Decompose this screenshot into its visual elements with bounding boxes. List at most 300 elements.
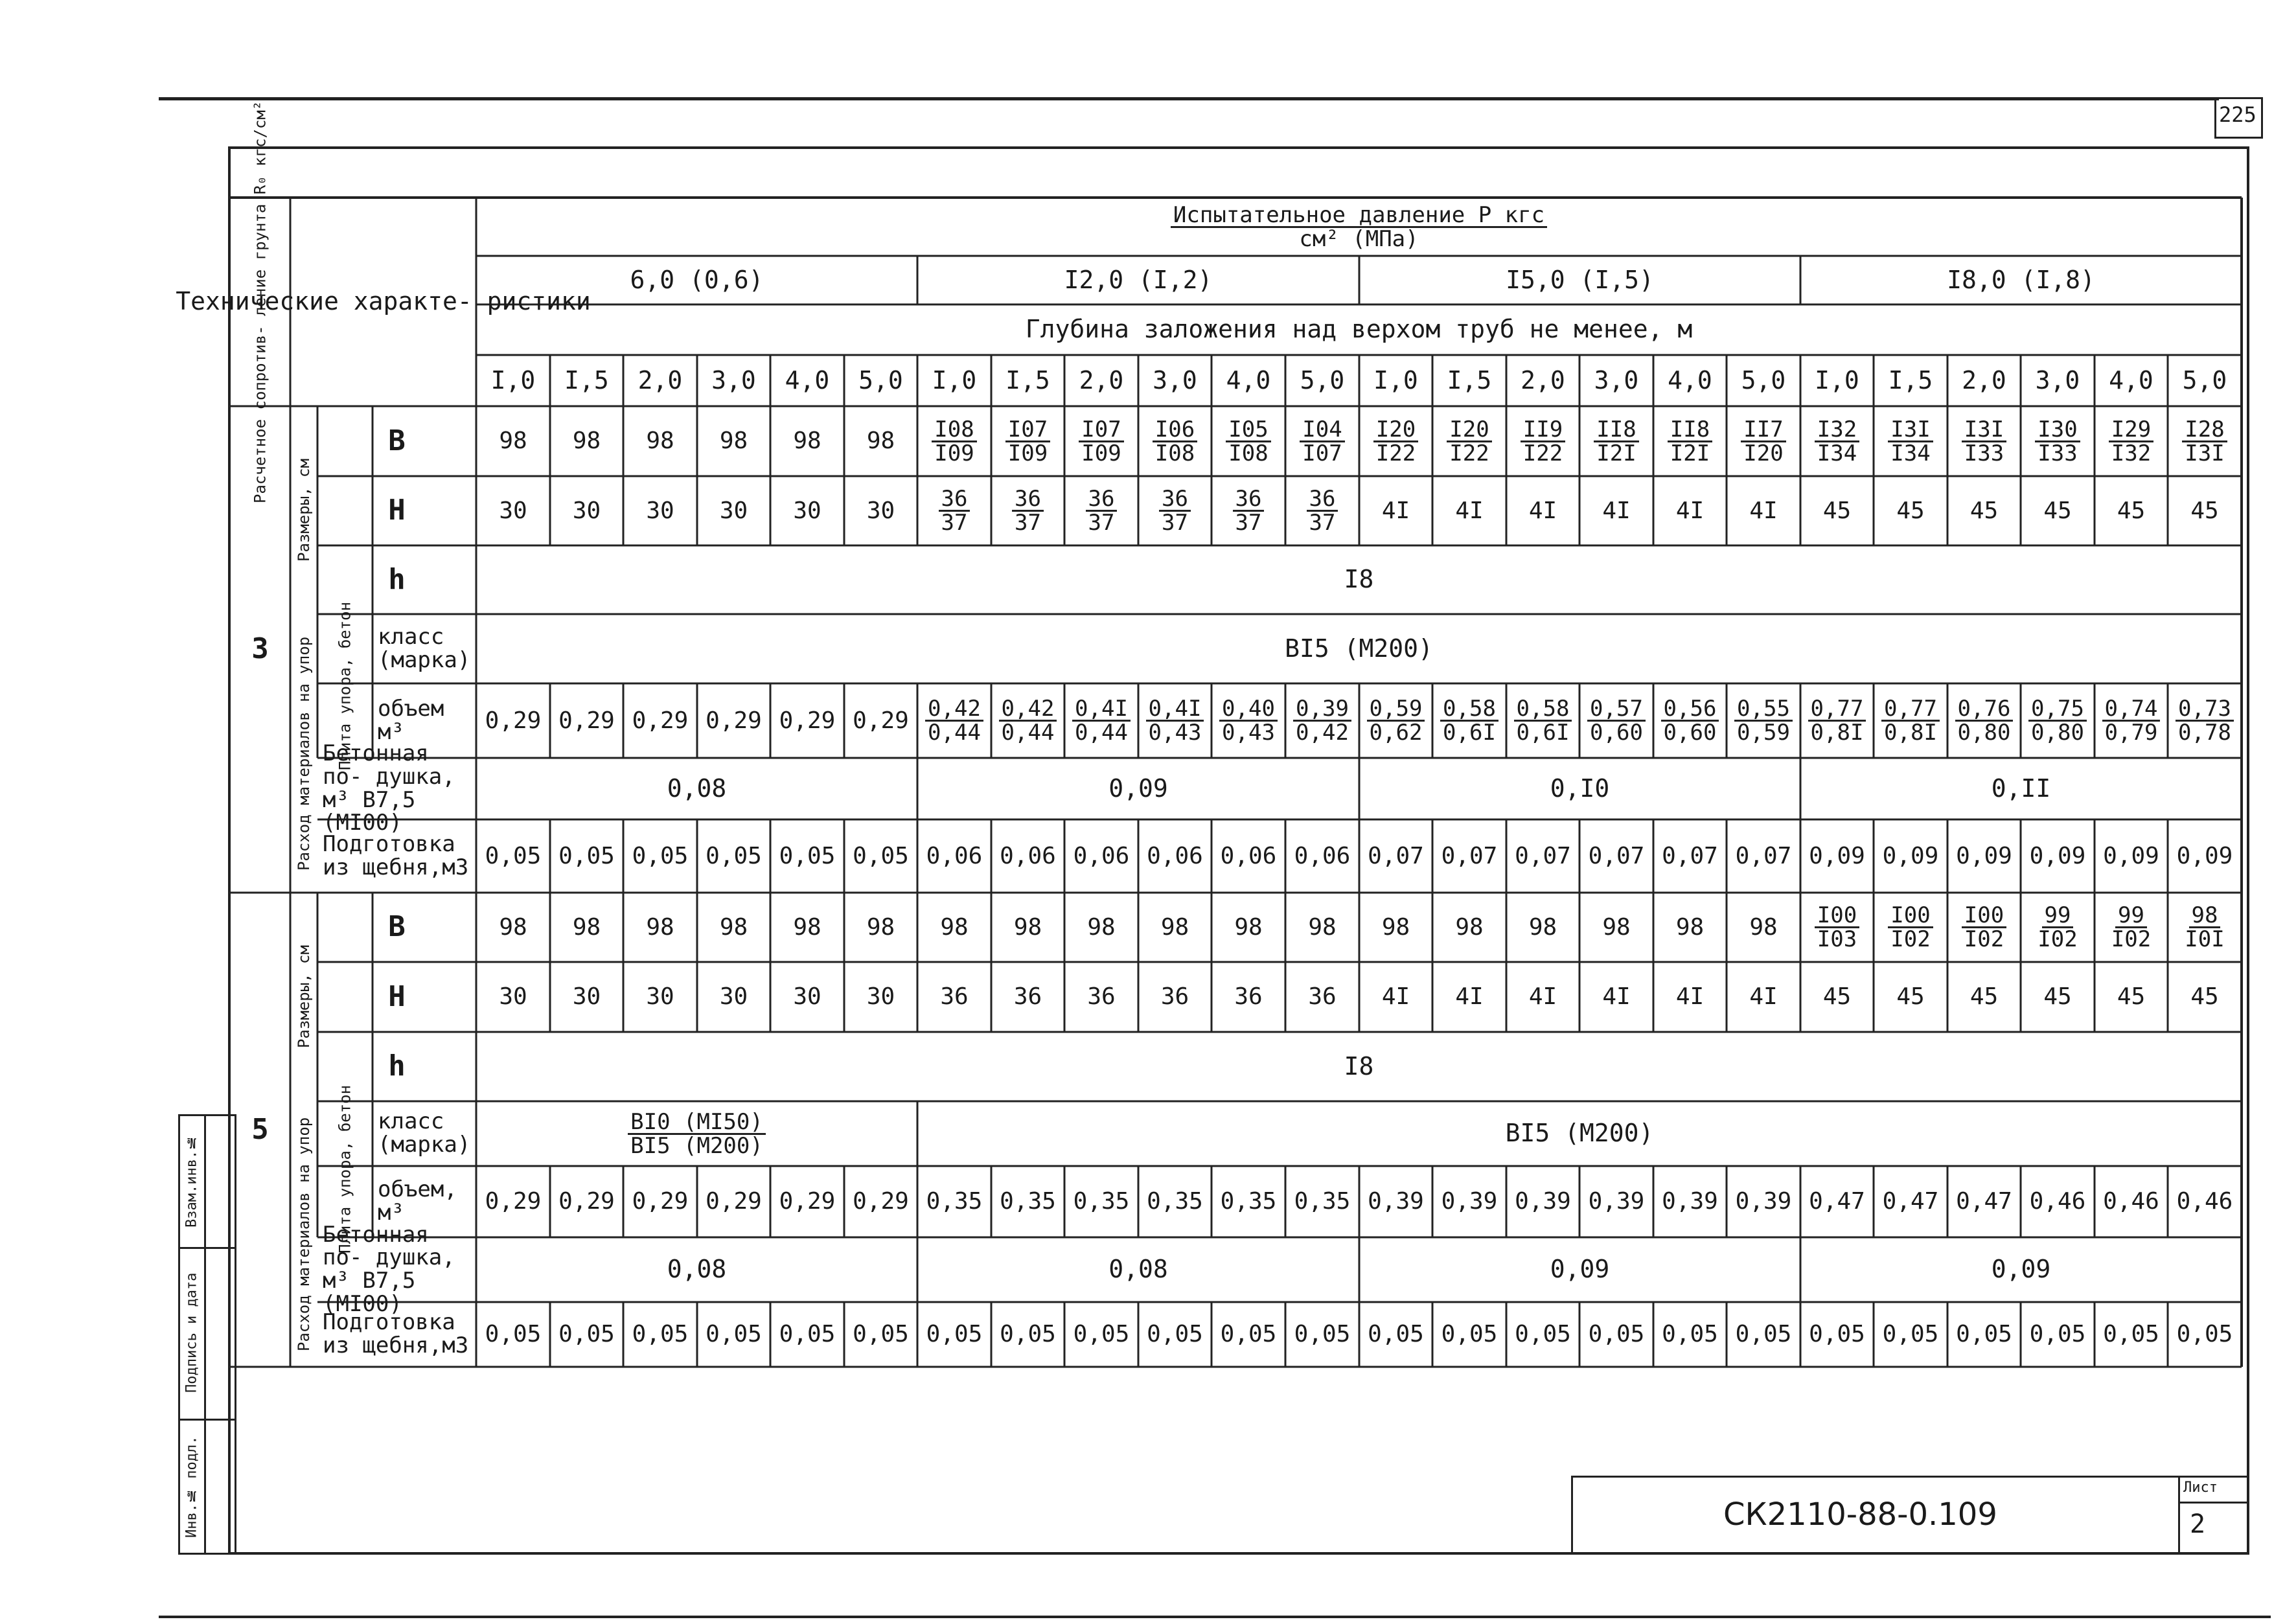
b-value (1947, 406, 2021, 476)
concrete-pad-value: 0,09 (1108, 773, 1168, 803)
row-label-gravel: Подготовка из щебня,м3 (323, 830, 469, 880)
h-value: 36 (1160, 983, 1189, 1011)
b-value: 98 (719, 428, 748, 455)
depth-value: I,0 (1373, 365, 1418, 395)
gravel-value: 0,05 (485, 1321, 542, 1348)
fraction-value (1815, 904, 1859, 950)
plate-group-label: Плита упора, бетон (336, 601, 354, 771)
sizes-group-label: Размеры, см (295, 945, 313, 1049)
fraction-numerator: Испытательное давление Р кгс (1171, 204, 1547, 228)
b-value: 98 (499, 428, 527, 455)
volume-value: 0,29 (632, 707, 689, 734)
class-option: BI5 (M200) (630, 1132, 763, 1159)
volume-value: 0,39 (1515, 1188, 1571, 1215)
volume-value (2021, 683, 2095, 758)
fraction-denominator: 0,79 (2104, 720, 2158, 746)
b-value (1506, 406, 1579, 476)
gravel-value: 0,06 (1073, 842, 1130, 869)
b-value: 98 (499, 913, 527, 941)
fraction-numerator: II8 (1594, 418, 1638, 442)
gravel-value: 0,05 (926, 1321, 983, 1348)
b-value: 98 (1455, 913, 1484, 941)
fraction-numerator: 0,55 (1734, 698, 1793, 722)
h-value: 45 (1896, 983, 1925, 1011)
b-value: 98 (719, 913, 748, 941)
h-value: 36 (1234, 983, 1263, 1011)
volume-value: 0,39 (1662, 1188, 1718, 1215)
fraction-value (1962, 904, 2006, 950)
gravel-value: 0,05 (1441, 1321, 1498, 1348)
volume-value: 0,46 (2103, 1188, 2159, 1215)
row-label-volume: объем м³ (378, 695, 444, 745)
volume-value: 0,35 (1294, 1188, 1351, 1215)
volume-value: 0,29 (632, 1188, 689, 1215)
volume-value: 0,39 (1735, 1188, 1792, 1215)
document-code: СК2110-88-0.109 (1723, 1496, 1997, 1533)
volume-value: 0,39 (1441, 1188, 1498, 1215)
fraction-value (1293, 698, 1351, 744)
gravel-value: 0,05 (632, 1321, 689, 1348)
b-value (1947, 893, 2021, 962)
fraction-numerator: 0,77 (1881, 698, 1940, 722)
fraction-numerator: I00 (1888, 904, 1933, 928)
h-value: I8 (1344, 1051, 1374, 1081)
row-label-B: B (388, 424, 406, 457)
row-label-h: h (388, 562, 406, 596)
volume-value: 0,29 (779, 1188, 836, 1215)
fraction-value (925, 698, 983, 744)
volume-value: 0,29 (558, 707, 615, 734)
h-value: 36 (940, 983, 969, 1011)
h-value: 45 (2117, 983, 2146, 1011)
b-value: 98 (1087, 913, 1116, 941)
gravel-value: 0,09 (2103, 842, 2159, 869)
fraction-numerator: 36 (1307, 488, 1338, 512)
fraction-denominator: I07 (1302, 440, 1342, 466)
fraction-denominator: 0,60 (1663, 720, 1717, 746)
gravel-value: 0,05 (2029, 1321, 2086, 1348)
gravel-value: 0,07 (1662, 842, 1718, 869)
volume-value (1064, 683, 1138, 758)
fraction-numerator: 0,74 (2102, 698, 2161, 722)
gravel-value: 0,07 (1588, 842, 1645, 869)
h-value (991, 476, 1064, 545)
h-value: I8 (1344, 565, 1374, 594)
h-value: 30 (499, 497, 527, 524)
fraction-value (2111, 904, 2151, 950)
fraction-denominator: I09 (1081, 440, 1121, 466)
b-value (2168, 406, 2242, 476)
gravel-value: 0,05 (779, 842, 836, 869)
fraction-numerator: 0,77 (1808, 698, 1866, 722)
b-value (917, 406, 991, 476)
b-value (1874, 406, 1947, 476)
fraction-numerator: II9 (1521, 418, 1565, 442)
fraction-numerator: 0,75 (2028, 698, 2087, 722)
fraction-numerator: I20 (1373, 418, 1418, 442)
tech-characteristics-header: Технические характе- ристики (176, 287, 591, 316)
b-value (1800, 893, 1874, 962)
fraction-numerator: 0,56 (1661, 698, 1719, 722)
fraction-denominator: 0,43 (1148, 720, 1202, 746)
concrete-pad-value: 0,09 (1991, 1255, 2051, 1284)
gravel-value: 0,05 (1515, 1321, 1571, 1348)
gravel-value: 0,07 (1368, 842, 1424, 869)
fraction-numerator: 99 (2042, 904, 2074, 928)
gravel-value: 0,05 (2176, 1321, 2233, 1348)
fraction-denominator: I08 (1154, 440, 1195, 466)
gravel-value: 0,05 (485, 842, 542, 869)
gravel-value: 0,06 (1220, 842, 1277, 869)
fraction-numerator: II8 (1668, 418, 1712, 442)
fraction-denominator: I02 (2038, 926, 2078, 952)
bottom-rule (159, 1616, 2271, 1618)
b-value (1653, 406, 1727, 476)
h-value (1211, 476, 1285, 545)
row-label-volume: объем, м³ (378, 1176, 457, 1226)
h-value: 30 (646, 497, 674, 524)
fraction-denominator: 0,8I (1810, 720, 1864, 746)
gravel-value: 0,09 (1956, 842, 2012, 869)
h-value (1138, 476, 1211, 545)
gravel-value: 0,05 (1294, 1321, 1351, 1348)
gravel-value: 0,05 (853, 842, 909, 869)
fraction-denominator: 37 (941, 510, 968, 536)
depth-value: I,5 (1888, 365, 1933, 395)
fraction-value (1233, 488, 1265, 534)
sheet-label: Лист (2183, 1480, 2218, 1496)
fraction-numerator: 99 (2115, 904, 2147, 928)
h-value: 4I (1675, 497, 1705, 524)
h-value: 36 (1013, 983, 1042, 1011)
volume-value (1285, 683, 1359, 758)
depth-value: I,0 (932, 365, 977, 395)
fraction-numerator: I07 (1005, 418, 1050, 442)
depth-value: 4,0 (2109, 365, 2153, 395)
b-value: 98 (646, 913, 674, 941)
row-label-class: класс (марка) (378, 623, 471, 673)
volume-value (1653, 683, 1727, 758)
fraction-value (1171, 201, 1547, 252)
concrete-pad-value: 0,08 (1108, 1255, 1168, 1284)
depth-value: 5,0 (858, 365, 903, 395)
h-value: 45 (1822, 983, 1852, 1011)
fraction-numerator: 0,4I (1146, 698, 1204, 722)
fraction-denominator: I2I (1670, 440, 1710, 466)
fraction-denominator: I34 (1890, 440, 1931, 466)
fraction-denominator: 0,42 (1296, 720, 1349, 746)
fraction-denominator: I02 (2111, 926, 2152, 952)
h-value: 4I (1602, 983, 1631, 1011)
volume-value (1138, 683, 1211, 758)
sheet-number: 2 (2190, 1509, 2206, 1539)
materials-group-label: Расход материалов на упор (295, 636, 313, 871)
b-value: 98 (646, 428, 674, 455)
h-value: 4I (1455, 983, 1484, 1011)
fraction-denominator: 37 (1309, 510, 1336, 536)
fraction-denominator: 0,80 (1957, 720, 2011, 746)
concrete-class-value: BI5 (M200) (1285, 634, 1433, 663)
gravel-value: 0,05 (853, 1321, 909, 1348)
fraction-numerator: I00 (1815, 904, 1859, 928)
fraction-value (1808, 698, 1866, 744)
h-value: 36 (1308, 983, 1337, 1011)
concrete-pad-value: 0,08 (667, 1255, 727, 1284)
volume-value: 0,47 (1809, 1188, 1865, 1215)
fraction-value (1955, 698, 2014, 744)
gravel-value: 0,05 (1662, 1321, 1718, 1348)
h-value: 30 (572, 497, 601, 524)
h-value: 30 (866, 983, 895, 1011)
fraction-numerator: 0,76 (1955, 698, 2014, 722)
h-value: 4I (1455, 497, 1484, 524)
b-value: 98 (572, 913, 601, 941)
top-rule (159, 97, 2219, 100)
fraction-denominator: I22 (1449, 440, 1489, 466)
gravel-value: 0,07 (1515, 842, 1571, 869)
fraction-value (2185, 904, 2224, 950)
fraction-denominator: 37 (1015, 510, 1041, 536)
fraction-numerator: I28 (2182, 418, 2227, 442)
fraction-value (1373, 418, 1418, 464)
h-value: 45 (1822, 497, 1852, 524)
fraction-denominator: 0,60 (1590, 720, 1643, 746)
depth-value: 4,0 (1668, 365, 1712, 395)
b-value: 98 (1749, 913, 1778, 941)
h-value: 45 (1896, 497, 1925, 524)
fraction-numerator: 0,59 (1367, 698, 1425, 722)
page-number: 225 (2219, 102, 2256, 127)
plate-group-label: Плита упора, бетон (336, 1084, 354, 1254)
fraction-value (2028, 698, 2087, 744)
fraction-denominator: I32 (2111, 440, 2152, 466)
gravel-value: 0,06 (1147, 842, 1203, 869)
fraction-value (2176, 698, 2234, 744)
volume-value: 0,39 (1368, 1188, 1424, 1215)
gravel-value: 0,05 (1147, 1321, 1203, 1348)
fraction-numerator: 36 (1233, 488, 1265, 512)
fraction-numerator: I30 (2035, 418, 2080, 442)
fraction-numerator: 0,40 (1219, 698, 1278, 722)
volume-value (1727, 683, 1800, 758)
h-value: 30 (719, 497, 748, 524)
fraction-value (1159, 488, 1191, 534)
fraction-denominator: I02 (1964, 926, 2004, 952)
b-value (1874, 893, 1947, 962)
fraction-value (1587, 698, 1646, 744)
depth-value: 3,0 (711, 365, 756, 395)
fraction-value (2182, 418, 2227, 464)
fraction-denominator: см² (МПа) (1299, 225, 1419, 252)
fraction-numerator: I20 (1447, 418, 1491, 442)
fraction-value (1881, 698, 1940, 744)
volume-value: 0,29 (558, 1188, 615, 1215)
fraction-value (1012, 488, 1044, 534)
fraction-denominator: I34 (1817, 440, 1857, 466)
concrete-class-value (476, 1101, 917, 1166)
fraction-value (2109, 418, 2153, 464)
fraction-denominator: 0,62 (1369, 720, 1423, 746)
volume-value: 0,35 (1220, 1188, 1277, 1215)
fraction-denominator: I08 (1228, 440, 1269, 466)
fraction-denominator: I3I (2185, 440, 2225, 466)
gravel-value: 0,09 (1882, 842, 1939, 869)
concrete-pad-value: 0,09 (1550, 1255, 1610, 1284)
fraction-numerator: I29 (2109, 418, 2153, 442)
fraction-value (1734, 698, 1793, 744)
h-value: 36 (1087, 983, 1116, 1011)
h-value: 4I (1528, 497, 1557, 524)
h-value: 45 (2190, 497, 2219, 524)
b-value: 98 (1602, 913, 1631, 941)
b-value (2021, 893, 2095, 962)
h-value: 45 (2043, 497, 2072, 524)
title-block-divider (2178, 1502, 2248, 1504)
b-value: 98 (1381, 913, 1410, 941)
volume-value: 0,29 (779, 707, 836, 734)
h-value: 30 (499, 983, 527, 1011)
fraction-value (1005, 418, 1050, 464)
row-label-H: H (388, 494, 406, 527)
h-value: 45 (2190, 983, 2219, 1011)
volume-value (2095, 683, 2168, 758)
depth-value: 3,0 (2035, 365, 2080, 395)
volume-value (1947, 683, 2021, 758)
h-value: 4I (1381, 983, 1410, 1011)
fraction-value (932, 418, 976, 464)
h-value: 4I (1749, 497, 1778, 524)
volume-value (1506, 683, 1579, 758)
gravel-value: 0,09 (1809, 842, 1865, 869)
b-value (1211, 406, 1285, 476)
b-value (1359, 406, 1432, 476)
fraction-numerator: I04 (1300, 418, 1344, 442)
b-value (2168, 893, 2242, 962)
b-value (991, 406, 1064, 476)
fraction-value (2035, 418, 2080, 464)
h-value: 30 (793, 497, 821, 524)
fraction-denominator: 0,44 (1001, 720, 1055, 746)
stamp-signature-date: Подпись и дата (183, 1272, 200, 1393)
fraction-denominator: 0,43 (1222, 720, 1275, 746)
gravel-value: 0,05 (1588, 1321, 1645, 1348)
h-value (917, 476, 991, 545)
fraction-value (1086, 488, 1118, 534)
depth-value: 5,0 (1741, 365, 1786, 395)
class-fraction (628, 1108, 766, 1159)
gravel-value: 0,05 (1735, 1321, 1792, 1348)
h-value (1064, 476, 1138, 545)
fraction-denominator: I2I (1596, 440, 1636, 466)
fraction-value (1815, 418, 1859, 464)
fraction-value (1072, 698, 1131, 744)
fraction-value (999, 698, 1057, 744)
class-option: BI0 (MI50) (628, 1111, 766, 1135)
fraction-denominator: I20 (1743, 440, 1784, 466)
depth-value: 2,0 (1079, 365, 1124, 395)
volume-value: 0,29 (853, 1188, 909, 1215)
h-value: 30 (866, 497, 895, 524)
concrete-pad-value: 0,II (1991, 773, 2051, 803)
b-value (1064, 406, 1138, 476)
fraction-denominator: I33 (2038, 440, 2078, 466)
depth-value: I,0 (1815, 365, 1859, 395)
gravel-value: 0,09 (2029, 842, 2086, 869)
b-value: 98 (866, 428, 895, 455)
materials-group-label: Расход материалов на упор (295, 1117, 313, 1351)
h-value: 45 (1969, 983, 1999, 1011)
fraction-denominator: 37 (1235, 510, 1262, 536)
volume-value: 0,35 (1073, 1188, 1130, 1215)
fraction-denominator: 37 (1088, 510, 1115, 536)
b-value: 98 (793, 913, 821, 941)
gravel-value: 0,06 (926, 842, 983, 869)
gravel-value: 0,05 (632, 842, 689, 869)
fraction-numerator: 0,73 (2176, 698, 2234, 722)
gravel-value: 0,05 (779, 1321, 836, 1348)
fraction-numerator: I00 (1962, 904, 2006, 928)
sizes-group-label: Размеры, см (295, 459, 313, 562)
gravel-value: 0,06 (1000, 842, 1056, 869)
fraction-value (1661, 698, 1719, 744)
h-value: 45 (1969, 497, 1999, 524)
gravel-value: 0,05 (1956, 1321, 2012, 1348)
fraction-denominator: I22 (1522, 440, 1563, 466)
concrete-pad-value: 0,I0 (1550, 773, 1610, 803)
b-value (2021, 406, 2095, 476)
row-label-class: класс (марка) (378, 1108, 471, 1158)
depth-value: I,5 (1005, 365, 1050, 395)
soil-resistance-value: 5 (251, 1112, 269, 1146)
fraction-numerator: 36 (939, 488, 970, 512)
h-value: 30 (719, 983, 748, 1011)
volume-value (1359, 683, 1432, 758)
stamp-inv-number: Инв.№ подл. (183, 1435, 200, 1538)
depth-value: 3,0 (1594, 365, 1639, 395)
volume-value: 0,47 (1956, 1188, 2012, 1215)
fraction-value (1888, 904, 1933, 950)
b-value: 98 (1528, 913, 1557, 941)
volume-value (991, 683, 1064, 758)
concrete-class-value: BI5 (M200) (1505, 1119, 1654, 1148)
fraction-denominator: 0,78 (2178, 720, 2231, 746)
b-value: 98 (1160, 913, 1189, 941)
h-value: 45 (2043, 983, 2072, 1011)
fraction-numerator: I05 (1226, 418, 1270, 442)
fraction-value (1594, 418, 1638, 464)
fraction-value (939, 488, 970, 534)
depth-value: 2,0 (1521, 365, 1565, 395)
gravel-value: 0,05 (558, 842, 615, 869)
soil-resistance-value: 3 (251, 632, 269, 666)
fraction-value (1219, 698, 1278, 744)
volume-value (2168, 683, 2242, 758)
h-value: 4I (1675, 983, 1705, 1011)
volume-value: 0,46 (2029, 1188, 2086, 1215)
fraction-denominator: 37 (1162, 510, 1188, 536)
fraction-numerator: I06 (1153, 418, 1197, 442)
volume-value: 0,35 (1000, 1188, 1056, 1215)
b-value (1800, 406, 1874, 476)
gravel-value: 0,05 (1220, 1321, 1277, 1348)
fraction-numerator: 0,58 (1440, 698, 1498, 722)
volume-value (917, 683, 991, 758)
fraction-value (1962, 418, 2006, 464)
fraction-numerator: 0,42 (999, 698, 1057, 722)
fraction-denominator: I33 (1964, 440, 2004, 466)
depth-value: I,5 (564, 365, 609, 395)
b-value (1579, 406, 1653, 476)
